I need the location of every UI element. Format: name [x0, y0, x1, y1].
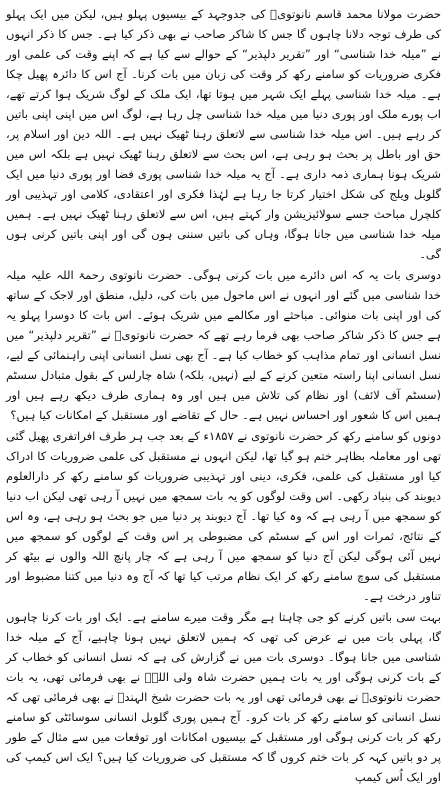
- paragraph-4: بہت سی باتیں کرنے کو جی چاہتا ہے مگر وقت میرے سامنے ہے۔ ایک اور بات کرنا چاہوں گا، پہلی بات میں نے عرض کی تھی کہ ہمیں لاتعلق نہیں ہونا چاہیے، آج کے میلہ خدا شناسی میں جانا ہوگا۔ دوسری بات میں نے گزارش کی ہے کہ نسل انسانی کو خطاب کر کے بات کرنی ہوگی اور یہ بات ہمیں حضرت شاہ ولی اللہؒ نے بھی فرمائی تھی، یہ بات حضرت نانوتویؒ نے بھی فرمائی تھی اور یہ بات حضرت شیخ الہندؒ نے بھی فرمائی تھی کہ نسل انسانی کو سامنے رکھ کر بات کرو۔ آج ہمیں پوری گلوبل انسانی سوسائٹی کو سامنے رکھ کر بات کرنی ہوگی اور مستقبل کے بیسیوں امکانات اور توقعات میں سے مثال کے طور پر دو باتیں کہہ کر بات ختم کروں گا کہ مستقبل کی ضروریات کیا ہیں؟ ایک اس کیمپ کی اور ایک اُس کیمپ: [6, 610, 441, 784]
- paragraph-3: دونوں کو سامنے رکھ کر حضرت نانوتوی نے ۱۸۵۷ء کے بعد جب ہر طرف افراتفری پھیل گئی تھی اور معاملہ بظاہر ختم ہو گیا تھا، لیکن انہوں نے مستقبل کی علمی ضروریات کا ادراک کیا اور مستقبل کی علمی، فکری، دینی اور تہذیبی ضروریات کو سامنے رکھ کر دارالعلوم دیوبند کی بنیاد رکھی۔ اس وقت لوگوں کو یہ بات سمجھ میں نہیں آ رہی تھی لیکن اب دنیا کو سمجھ میں آ رہی ہے کہ وہ کیا تھا۔ آج دیوبند پر دنیا میں جو بحث ہو رہی ہے، وہ اس کے نتائج، ثمرات اور اس کے سسٹم کی مضبوطی پر اس وقت کے لوگوں کو سمجھ میں نہیں آئی ہوگی لیکن آج دنیا کو سمجھ میں آ رہی ہے کہ چار پانچ اللہ والوں نے بیٹھ کر مستقبل کی سوچ سامنے رکھ کر ایک نظام مرتب کیا تھا کہ آج وہ دنیا میں کتنا مضبوط اور تناور درخت ہے۔: [6, 429, 441, 603]
- paragraph-1: حضرت مولانا محمد قاسم نانوتویؒ کی جدوجہد کے بیسیوں پہلو ہیں، لیکن میں ایک پہلو کی طرف توجہ دلانا چاہوں گا جس کا شاکر صاحب نے بھی ذکر کیا ہے۔ جس کا ذکر انہوں نے ”میلہ خدا شناسی“ اور ”تقریر دلپذیر“ کے حوالے سے کیا ہے کہ اپنے وقت کی علمی اور فکری ضروریات کو سامنے رکھ کر وقت کی زبان میں بات کرنا۔ آج اس کا دائرہ پھیل چکا ہے۔ میلہ خدا شناسی پہلے ایک شہر میں ہوتا تھا، ایک ملک کے لوگ شریک ہوا کرتے تھے، اب پورے ملک اور پوری دنیا میں میلہ خدا شناسی چل رہا ہے، لوگ اس میں اپنی اپنی باتیں کر رہے ہیں۔ اس میلہ خدا شناسی سے لاتعلق رہنا ٹھیک نہیں ہے۔ اللہ دین اور اسلام پر، حق اور باطل پر بحث ہو رہی ہے، اس بحث سے لاتعلق رہنا ٹھیک نہیں ہے بلکہ اس میں شریک ہونا ہماری ذمہ داری ہے۔ آج یہ میلہ خدا شناسی پوری فضا اور پوری دنیا میں ایک گلوبل ویلج کی شکل اختیار کرتا جا رہا ہے لہٰذا فکری اور اعتقادی، کلامی اور تہذیبی اور کلچرل مباحث جسے سولائیزیشن وار کہتے ہیں، اس سے لاتعلق رہنا ٹھیک نہیں ہے۔ ہمیں میلہ خدا شناسی میں جانا ہوگا، وہاں کی باتیں سننی ہوں گی اور اپنی باتیں کرنی ہوں گی۔: [6, 7, 441, 261]
- paragraph-2: دوسری بات یہ کہ اس دائرے میں بات کرنی ہوگی۔ حضرت نانوتوی رحمۃ اللہ علیہ میلہ خدا شناسی میں گئے اور انہوں نے اس ماحول میں بات کی، دلیل، منطق اور لاجک کے ساتھ کی اور اپنی بات منوائی۔ مباحثے اور مکالمے میں شریک ہوئے۔ اس بات کا دوسرا پہلو یہ ہے جس کا ذکر شاکر صاحب بھی فرما رہے تھے کہ حضرت نانوتویؒ نے ”تقریر دلپذیر“ میں نسل انسانی اور تمام مذاہب کو خطاب کیا ہے۔ آج بھی نسل انسانی اپنی راہنمائی کے لیے، نسل انسانی اپنا راستہ متعین کرنے کے لیے (نہیں، بلکہ) شاہ چارلس کے بقول متبادل سسٹم (سسٹم آف لائف) اور نظام کی تلاش میں ہیں اور وہ ہماری طرف دیکھ رہے ہیں اور ہمیں اس کا شعور اور احساس نہیں ہے۔ حال کے تقاضے اور مستقبل کے امکانات کیا ہیں؟: [6, 268, 441, 422]
